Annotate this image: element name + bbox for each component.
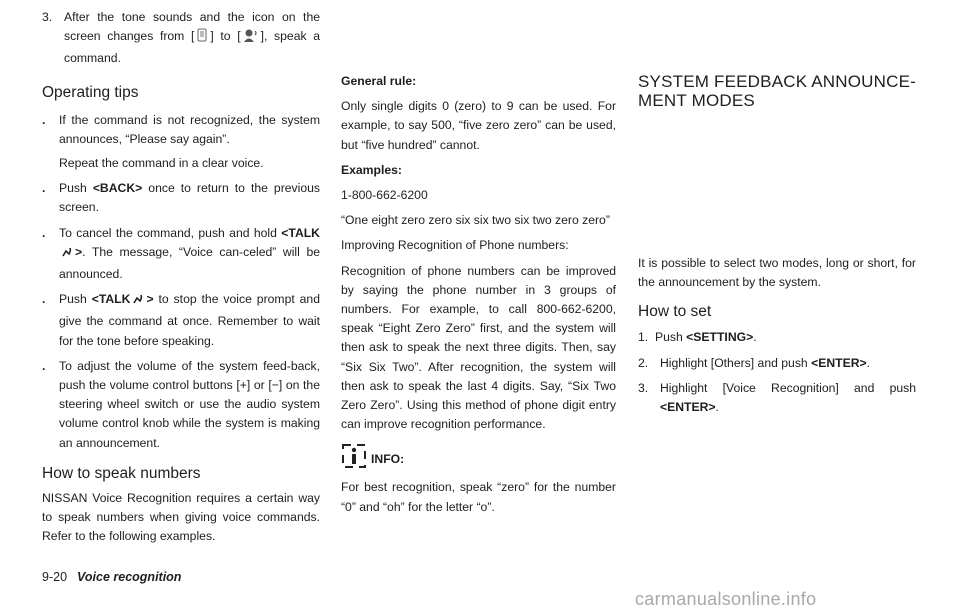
improving-heading: Improving Recognition of Phone numbers: [341,238,569,253]
back-key: <BACK> [92,181,143,196]
talk-key: <TALK> [59,226,320,259]
improving-text: Recognition of phone numbers can be improved by saying the phone number in 3 groups of numbers. For example, to call 800-662-6200, speak “Eight Zero Zero” first, and the system will then ask to speak the next three digits. Then, say “Six Six Two”. After recognition, the system will then ask to speak the last 4 digits. Say, “Six Two Zero Zero”. Using this method of phone digit entry can improve recognition performance. [341,263,616,432]
tip-4: . Push <TALK > to stop the voice prompt and give the command at once. Remember to wait for the tone before speaking. [42,292,320,348]
column-middle [341,0,616,517]
examples-heading: Examples: [341,162,402,177]
talk-key: <TALK > [92,292,154,306]
set-step-1: 1. Push <SETTING>. [638,330,757,345]
set-step-2: 2. Highlight [Others] and push <ENTER>. [638,355,871,370]
heading-operating-tips: Operating tips [42,83,139,101]
info-text: For best recognition, speak “zero” for the number “0” and “oh” for the letter “o”. [341,480,616,514]
heading-speak-numbers: How to speak numbers [42,464,201,482]
example-number: 1-800-662-6200 [341,188,428,203]
example-spoken: “One eight zero zero six six two six two zero zero” [341,213,610,228]
step-3: 3. After the tone sounds and the icon on the screen changes from [ ] to [ ], speak a command. [42,10,320,66]
tip-1: . If the command is not recognized, the system announces, “Please say again”. Repeat the command in a clear voice. [42,112,320,171]
enter-key: <ENTER> [660,400,716,415]
talk-icon [132,293,144,312]
footer-title: Voice recognition [77,570,182,584]
tip-3: . To cancel the command, push and hold <TALK>. The message, “Voice can-celed” will be announced. [42,225,320,282]
general-rule-text: Only single digits 0 (zero) to 9 can be used. For example, to say 500, “five zero zero” can be used, but “five hundred” cannot. [341,99,616,152]
speech-icon [196,28,208,49]
general-rule-heading: General rule: [341,74,417,88]
set-step-3: 3. Highlight [Voice Recognition] and push <ENTER>. [638,380,916,415]
step-number: 3. [42,10,53,24]
info-icon [341,443,367,475]
speak-numbers-text: NISSAN Voice Recognition requires a certain way to speak numbers when giving voice commands. Refer to the following examples. [42,490,320,544]
enter-key: <ENTER> [811,355,867,370]
info-box [341,443,616,469]
tip-5: . To adjust the volume of the system feed-back, push the volume control buttons [+] or [−] on the steering wheel switch or use the audio system volume control knob while the system is making an announcement. [42,358,320,450]
setting-key: <SETTING> [686,330,754,345]
speaking-icon [243,28,259,49]
tip-2: . Push <BACK> once to return to the previous screen. [42,181,321,215]
column-right [638,0,916,417]
system-feedback-text: It is possible to select two modes, long or short, for the announcement by the system. [638,256,916,290]
page-footer [42,568,181,587]
page-number: 9-20 [42,570,68,584]
info-label: INFO: [371,452,405,467]
heading-system-feedback: SYSTEM FEEDBACK ANNOUNCE- MENT MODES [638,72,916,110]
heading-how-to-set: How to set [638,303,712,321]
column-left [42,0,320,546]
watermark: carmanualsonline.info [635,589,817,609]
talk-icon [61,246,73,265]
